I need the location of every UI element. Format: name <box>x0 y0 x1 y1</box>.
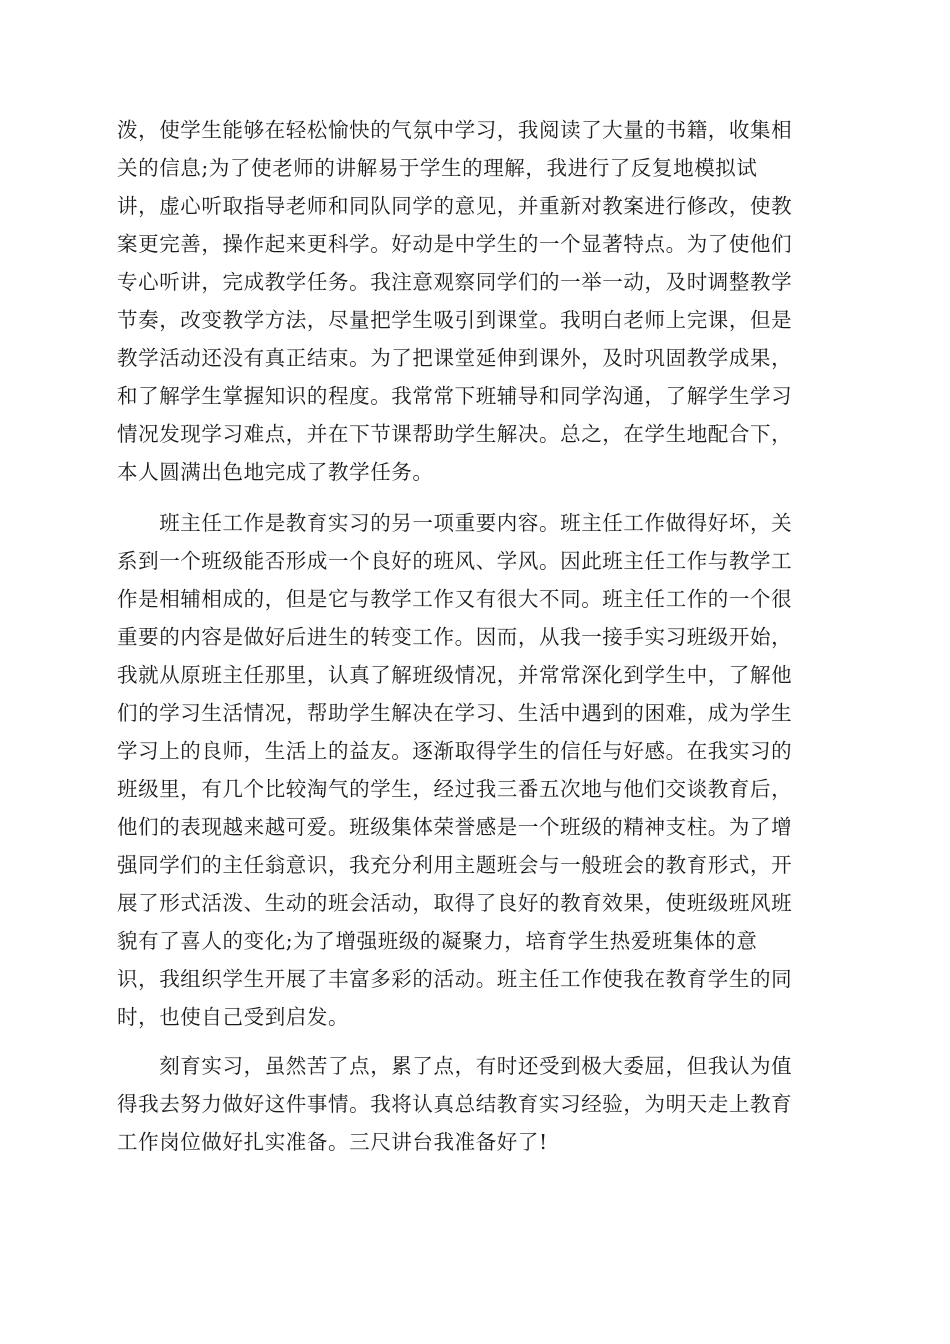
text-line: 班主任工作是教育实习的另一项重要内容。班主任工作做得好坏，关 <box>117 511 793 535</box>
text-line: 们的学习生活情况，帮助学生解决在学习、生活中遇到的困难，成为学生 <box>117 701 793 725</box>
text-line: 工作岗位做好扎实准备。三尺讲台我准备好了! <box>117 1130 548 1154</box>
text-line: 专心听讲，完成教学任务。我注意观察同学们的一举一动，及时调整教学 <box>117 270 793 294</box>
text-line: 重要的内容是做好后进生的转变工作。因而，从我一接手实习班级开始， <box>117 625 793 649</box>
paragraph-class-teacher <box>117 504 837 1036</box>
text-line: 班级里，有几个比较淘气的学生，经过我三番五次地与他们交谈教育后， <box>117 777 793 801</box>
text-line: 展了形式活泼、生动的班会活动，取得了良好的教育效果，使班级班风班 <box>117 891 793 915</box>
text-line: 我就从原班主任那里，认真了解班级情况，并常常深化到学生中，了解他 <box>117 663 793 687</box>
text-line: 系到一个班级能否形成一个良好的班风、学风。因此班主任工作与教学工 <box>117 549 793 573</box>
text-line: 情况发现学习难点，并在下节课帮助学生解决。总之，在学生地配合下， <box>117 422 793 446</box>
text-line: 得我去努力做好这件事情。我将认真总结教育实习经验，为明天走上教育 <box>117 1092 793 1116</box>
text-line: 和了解学生掌握知识的程度。我常常下班辅导和同学沟通，了解学生学习 <box>117 384 793 408</box>
text-line: 刻育实习，虽然苦了点，累了点，有时还受到极大委屈，但我认为值 <box>117 1054 793 1078</box>
text-line: 节奏，改变教学方法，尽量把学生吸引到课堂。我明白老师上完课，但是 <box>117 308 793 332</box>
text-line: 作是相辅相成的，但是它与教学工作又有很大不同。班主任工作的一个很 <box>117 587 793 611</box>
paragraph-teaching <box>117 111 837 491</box>
text-line: 本人圆满出色地完成了教学任务。 <box>117 460 434 484</box>
text-line: 时，也使自己受到启发。 <box>117 1005 350 1029</box>
text-line: 关的信息;为了使老师的讲解易于学生的理解，我进行了反复地模拟试 <box>117 156 758 180</box>
text-line: 强同学们的主任翁意识，我充分利用主题班会与一般班会的教育形式，开 <box>117 853 793 877</box>
text-line: 案更完善，操作起来更科学。好动是中学生的一个显著特点。为了使他们 <box>117 232 793 256</box>
paragraph-conclusion <box>117 1047 837 1161</box>
text-line: 学习上的良师，生活上的益友。逐渐取得学生的信任与好感。在我实习的 <box>117 739 793 763</box>
text-line: 泼，使学生能够在轻松愉快的气氛中学习，我阅读了大量的书籍，收集相 <box>117 118 793 142</box>
text-line: 识，我组织学生开展了丰富多彩的活动。班主任工作使我在教育学生的同 <box>117 967 793 991</box>
text-line: 他们的表现越来越可爱。班级集体荣誉感是一个班级的精神支柱。为了增 <box>117 815 793 839</box>
text-line: 貌有了喜人的变化;为了增强班级的凝聚力，培育学生热爱班集体的意 <box>117 929 758 953</box>
text-line: 讲，虚心听取指导老师和同队同学的意见，并重新对教案进行修改，使教 <box>117 194 793 218</box>
text-line: 教学活动还没有真正结束。为了把课堂延伸到课外，及时巩固教学成果， <box>117 346 793 370</box>
